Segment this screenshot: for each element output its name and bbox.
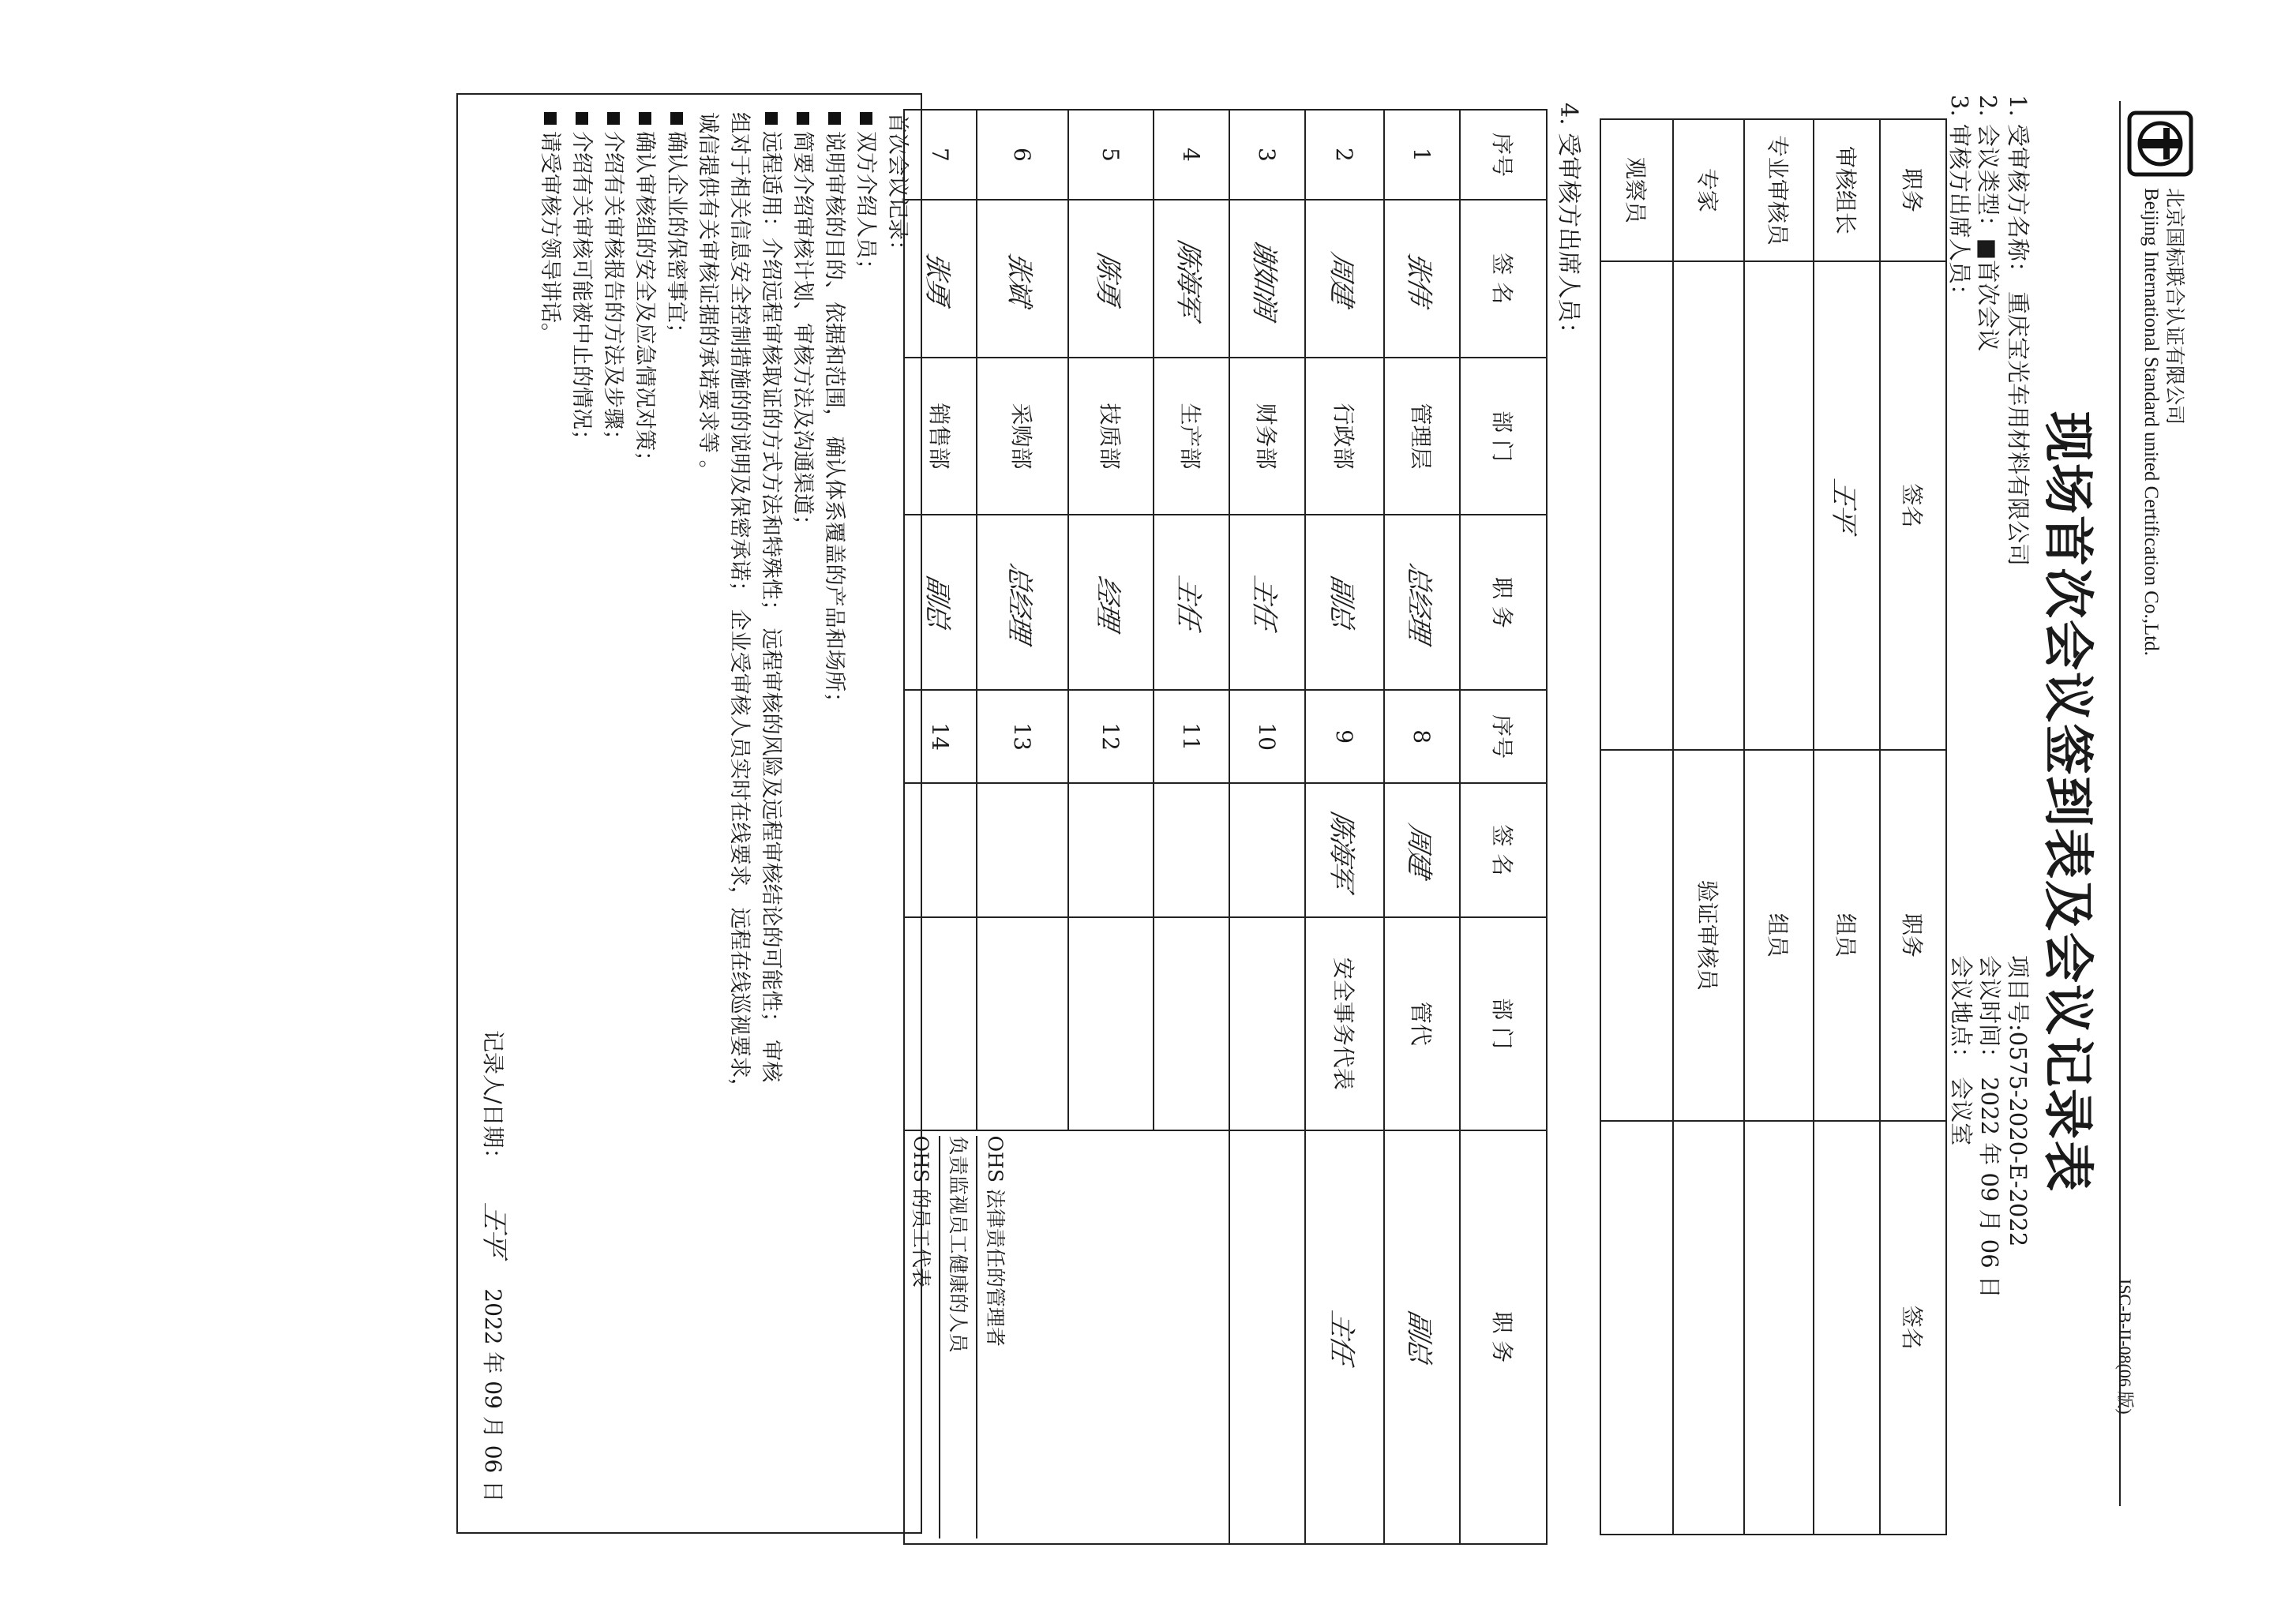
header-no-2: 序号	[1460, 690, 1547, 783]
row-department: 管理层	[1384, 358, 1460, 515]
notes-item	[597, 112, 628, 1518]
row-title	[977, 515, 1068, 690]
handwritten-signature: 陈勇	[1092, 249, 1124, 307]
note-ohs-legal: OHS 法律责任的管理者	[976, 1136, 1008, 1538]
header-signature-2: 签名	[1880, 1121, 1946, 1535]
header-signature: 签 名	[1460, 200, 1547, 358]
meeting-notes-box	[456, 93, 922, 1534]
handwritten-signature: 王平	[1828, 476, 1860, 534]
notes-item-text: 远程适用：介绍远程审核取证的方式方法和特殊性； 远程审核的风险及远程审核结论的可能性； 审核	[759, 131, 783, 1083]
handwritten-title: 总经理	[1004, 560, 1036, 643]
row-title-2	[1384, 1130, 1460, 1544]
auditor-row	[1600, 119, 1673, 1535]
row-department-2: 安全事务代表	[1305, 917, 1384, 1130]
auditor-role-2: 组员	[1744, 750, 1814, 1120]
header-department-2: 部 门	[1460, 917, 1547, 1130]
notes-item-text: 简要介绍审核计划、审核方法及沟通渠道；	[790, 131, 815, 536]
handwritten-title: 副总	[921, 573, 954, 631]
row-no: 6	[977, 110, 1068, 200]
auditor-row	[1814, 119, 1880, 1535]
header-role: 职务	[1880, 119, 1946, 261]
notes-item-continued: 诚信提供有关审核证据的承诺要求等 。	[696, 112, 720, 482]
handwritten-title: 副总	[1326, 573, 1358, 631]
handwritten-signature: 陈海军	[1326, 808, 1358, 891]
form-number: ISC-B-II-08(06 版)	[2115, 1279, 2135, 1415]
note-health-monitor: 负责监视员工健康的人员	[939, 1136, 976, 1538]
row-department-2	[1068, 917, 1154, 1130]
row-no: 7	[904, 110, 977, 200]
meeting-type-line: 2. 会议类型：■首次会议	[1975, 95, 2001, 352]
header-no: 序号	[1460, 110, 1547, 200]
header-department: 部 门	[1460, 358, 1547, 515]
auditor-table	[1600, 118, 1947, 1535]
auditor-role: 专家	[1673, 119, 1744, 261]
handwritten-title: 经理	[1092, 573, 1124, 631]
auditee-table	[903, 109, 1548, 1545]
auditor-role-2: 验证审核员	[1673, 750, 1744, 1120]
row-no-2: 8	[1384, 690, 1460, 783]
auditor-signature-2	[1814, 1121, 1880, 1535]
handwritten-title: 副总	[1403, 1307, 1435, 1366]
row-no-2: 10	[1229, 690, 1305, 783]
handwritten-title: 主任	[1248, 573, 1281, 631]
row-department-2	[1229, 917, 1305, 1130]
header-rule	[2119, 101, 2121, 1506]
header-signature-2: 签 名	[1460, 783, 1547, 917]
row-department-2	[1154, 917, 1229, 1130]
auditee-name-line: 1. 受审核方名称： 重庆宝光车用材料有限公司	[2005, 95, 2032, 567]
note-ohs-rep: OHS 的员工代表	[910, 1135, 932, 1287]
handwritten-title: 主任	[1172, 573, 1205, 631]
row-signature-2	[1068, 783, 1154, 917]
auditee-row	[1154, 110, 1229, 1544]
notes-item-text: 确认企业的保密事宜；	[664, 131, 688, 344]
row-title	[1068, 515, 1154, 690]
row-signature-2	[977, 783, 1068, 917]
bullet-square-icon	[607, 112, 620, 125]
row-no: 2	[1305, 110, 1384, 200]
notes-item	[534, 112, 565, 1518]
auditor-row	[1744, 119, 1814, 1535]
row-department: 财务部	[1229, 358, 1305, 515]
bullet-square-icon	[670, 112, 683, 125]
notes-item-text: 介绍有关审核可能被中止的情况；	[569, 131, 594, 451]
notes-item	[818, 112, 850, 1518]
auditee-row	[1305, 110, 1384, 1544]
notes-item-continued: 组对于相关信息安全控制措施的的说明及保密承诺； 企业受审核人员实时在线要求，远程在线巡视要求，	[727, 112, 752, 1100]
auditor-role-2	[1600, 750, 1673, 1120]
auditor-signature-2	[1600, 1121, 1673, 1535]
header-role-2: 职务	[1880, 750, 1946, 1120]
recorder-date: 2022 年 09 月 06 日	[480, 1288, 506, 1503]
row-no: 1	[1384, 110, 1460, 200]
row-signature	[1305, 200, 1384, 358]
responsibility-notes	[904, 1130, 1229, 1544]
row-signature-2	[1154, 783, 1229, 917]
row-department: 销售部	[904, 358, 977, 515]
handwritten-title: 主任	[1326, 1307, 1358, 1366]
row-signature-2	[1229, 783, 1305, 917]
handwritten-signature: 周建	[1326, 249, 1358, 307]
project-number: 项目号:0575-2020-E-2022	[2005, 955, 2032, 1247]
row-signature	[977, 200, 1068, 358]
auditor-signature	[1600, 261, 1673, 750]
auditor-attendees-line: 3. 审核方出席人员：	[1946, 95, 1973, 307]
row-title	[1154, 515, 1229, 690]
bullet-square-icon	[797, 112, 809, 125]
row-department: 技质部	[1068, 358, 1154, 515]
notes-item	[628, 112, 660, 1518]
bullet-square-icon	[828, 112, 841, 125]
meeting-time: 会议时间： 2022 年 09 月 06 日	[1976, 955, 2003, 1299]
handwritten-signature: 周建	[1403, 820, 1435, 879]
row-department: 生产部	[1154, 358, 1229, 515]
handwritten-signature: 张斌	[1004, 249, 1036, 307]
row-title	[1384, 515, 1460, 690]
row-department: 采购部	[977, 358, 1068, 515]
row-no-2: 9	[1305, 690, 1384, 783]
row-signature	[1068, 200, 1154, 358]
auditee-table-header	[1460, 110, 1547, 1544]
header-title: 职 务	[1460, 515, 1547, 690]
auditor-signature	[1673, 261, 1744, 750]
notes-item	[755, 112, 786, 1518]
auditor-role: 专业审核员	[1744, 119, 1814, 261]
row-signature	[1154, 200, 1229, 358]
row-title-2	[1305, 1130, 1384, 1544]
auditor-role-2: 组员	[1814, 750, 1880, 1120]
row-signature	[1384, 200, 1460, 358]
row-signature-2	[1384, 783, 1460, 917]
notes-item	[565, 112, 597, 1518]
meeting-place: 会议地点： 会议室	[1948, 955, 1975, 1146]
notes-item	[660, 112, 692, 1518]
row-no-2: 12	[1068, 690, 1154, 783]
row-no-2: 13	[977, 690, 1068, 783]
notes-item-text: 双方介绍人员；	[853, 131, 878, 280]
row-title	[1229, 515, 1305, 690]
notes-item	[786, 112, 818, 1518]
row-department-2: 管代	[1384, 917, 1460, 1130]
bullet-square-icon	[576, 112, 588, 125]
auditee-caption: 4. 受审核方出席人员：	[1555, 103, 1582, 347]
recorder-signature: 王平	[478, 1201, 510, 1258]
header-signature: 签名	[1880, 261, 1946, 750]
auditor-signature-2	[1744, 1121, 1814, 1535]
row-signature-2	[1305, 783, 1384, 917]
header-title-2: 职 务	[1460, 1130, 1547, 1544]
handwritten-signature: 陈海军	[1172, 236, 1205, 320]
row-title	[1305, 515, 1384, 690]
auditee-row	[1384, 110, 1460, 1544]
company-logo-icon	[2127, 111, 2193, 177]
recorder-label: 记录人/日期：	[480, 1030, 506, 1171]
row-no: 4	[1154, 110, 1229, 200]
company-name-cn: 北京国标联合认证有限公司	[2163, 188, 2186, 425]
bullet-square-icon	[765, 112, 778, 125]
bullet-square-icon	[544, 112, 557, 125]
row-no-2: 11	[1154, 690, 1229, 783]
auditor-role: 观察员	[1600, 119, 1673, 261]
row-no-2: 14	[904, 690, 977, 783]
auditor-signature-2	[1673, 1121, 1744, 1535]
notes-item-text: 确认审核组的安全及应急情况对策；	[632, 131, 657, 472]
row-no: 3	[1229, 110, 1305, 200]
notes-item	[850, 112, 881, 1518]
notes-item-text: 请受审核方领导讲话。	[538, 131, 562, 344]
recorder-line	[477, 1030, 510, 1502]
notes-item-text: 说明审核的目的、依据和范围， 确认体系覆盖的产品和场所；	[822, 131, 846, 714]
auditor-signature	[1744, 261, 1814, 750]
row-no: 5	[1068, 110, 1154, 200]
handwritten-title: 总经理	[1403, 560, 1435, 643]
row-signature	[1229, 200, 1305, 358]
auditor-table-header	[1880, 119, 1946, 1535]
handwritten-signature: 张伟	[1403, 249, 1435, 307]
handwritten-signature: 张勇	[921, 249, 954, 307]
company-name-en: Beijing International Standard united Certification Co.,Ltd.	[2140, 188, 2162, 656]
auditor-signature	[1814, 261, 1880, 750]
auditor-role: 审核组长	[1814, 119, 1880, 261]
auditor-row	[1673, 119, 1744, 1535]
row-department: 行政部	[1305, 358, 1384, 515]
handwritten-signature: 谢如润	[1248, 236, 1281, 320]
bullet-square-icon	[860, 112, 872, 125]
auditee-row	[1229, 110, 1305, 1544]
row-title-2	[1229, 1130, 1305, 1544]
row-department-2	[977, 917, 1068, 1130]
bullet-square-icon	[639, 112, 651, 125]
notes-item-text: 介绍有关审核报告的方法及步骤；	[601, 131, 625, 451]
page-title: 现场首次会议签到表及会议记录表	[2038, 411, 2096, 1193]
notes-title: 首次会议记录：	[885, 112, 910, 261]
